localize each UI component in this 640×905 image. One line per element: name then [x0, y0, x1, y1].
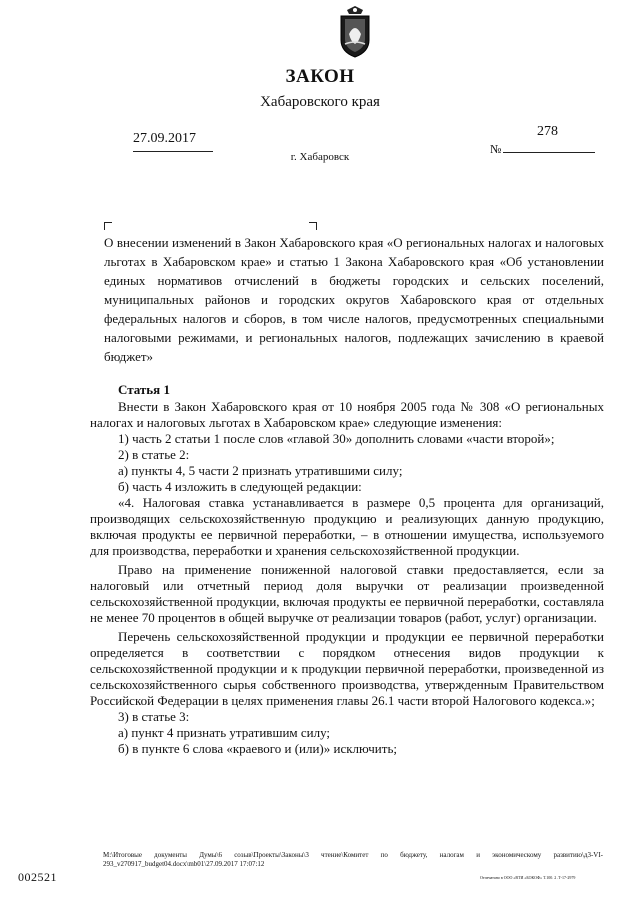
city-label: г. Хабаровск [290, 151, 350, 163]
article-title: Статья 1 [118, 382, 170, 397]
paragraph: б) в пункте 6 слова «краевого и (или)» исключить; [118, 741, 397, 756]
print-stamp-note: Отпечатано в ООО «ВТИ «БОКОФ» Т.100. 2 .Т-17-2979 [480, 875, 576, 880]
file-path-footer: М:\Итоговые документы Думы\6 созыв\Проекты\Законы\3 чтение\Комитет по бюджету, налогам и экономическому развитию\д3-VI-293_v270917_budget04.docx\mb01\27.09.2017 17:07:12 [103, 851, 603, 868]
paragraph: Внести в Закон Хабаровского края от 10 ноября 2005 года № 308 «О региональных налогах и налоговых льготах в Хабаровском крае» следующие изменения: [90, 399, 604, 430]
paragraph: Право на применение пониженной налоговой ставки предоставляется, если за налоговый или отчетный период доля выручки от реализации произведенной сельскохозяйственной продукции, включая продукты ее первичной переработки, составляла не менее 70 процентов в общей выручке от реализации товаров (работ, услуг) организации. [90, 562, 604, 625]
coat-of-arms-khabarovsk-icon [333, 4, 377, 60]
law-title: ЗАКОН [285, 66, 355, 87]
paragraph: Перечень сельскохозяйственной продукции и продукции ее первичной переработки определяется в соответствии с порядком отнесения видов продукции к сельскохозяйственной продукции и к продукции первичной переработки, произведенной из сельскохозяйственного сырья собственного производства, утвержденным Правительством Российской Федерации в целях применения главы 26.1 части второй Налогового кодекса.»; [90, 629, 604, 708]
paragraph: а) пункты 4, 5 части 2 признать утратившими силу; [118, 463, 403, 478]
law-heading: О внесении изменений в Закон Хабаровского края «О региональных налогах и налоговых льготах в Хабаровском крае» и статью 1 Закона Хабаровского края «Об установлении единых нормативов отчислений в бюджеты городских и сельских поселений, муниципальных районов и городских округов Хабаровского края от отдельных федеральных налогов и сборов, в том числе налогов, предусмотренных специальными налоговыми режимами, и региональных налогов, подлежащих зачислению в краевой бюджет» [104, 235, 604, 364]
paragraph: а) пункт 4 признать утратившим силу; [118, 725, 331, 740]
law-number: 278 [537, 124, 558, 139]
article-body [90, 382, 604, 757]
law-region: Хабаровского края [260, 94, 380, 110]
coat-of-arms-emblem [333, 4, 377, 60]
page-code: 002521 [18, 870, 57, 884]
paragraph: 3) в статье 3: [118, 709, 190, 724]
paragraph: б) часть 4 изложить в следующей редакции: [118, 479, 362, 494]
paragraph: 1) часть 2 статьи 1 после слов «главой 30» дополнить словами «части второй»; [118, 431, 555, 446]
law-date: 27.09.2017 [133, 131, 196, 146]
number-label: № [490, 142, 502, 156]
paragraph: 2) в статье 2: [118, 447, 190, 462]
paragraph: «4. Налоговая ставка устанавливается в размере 0,5 процента для организаций, производящих сельскохозяйственную продукцию и реализующих данную продукцию, включая продукты ее первичной переработки, – в отношении имущества, используемого для производства, переработки и хранения сельскохозяйственной продукции. [90, 495, 604, 558]
heading-corner-right [309, 222, 317, 230]
heading-corner-left [104, 222, 112, 230]
